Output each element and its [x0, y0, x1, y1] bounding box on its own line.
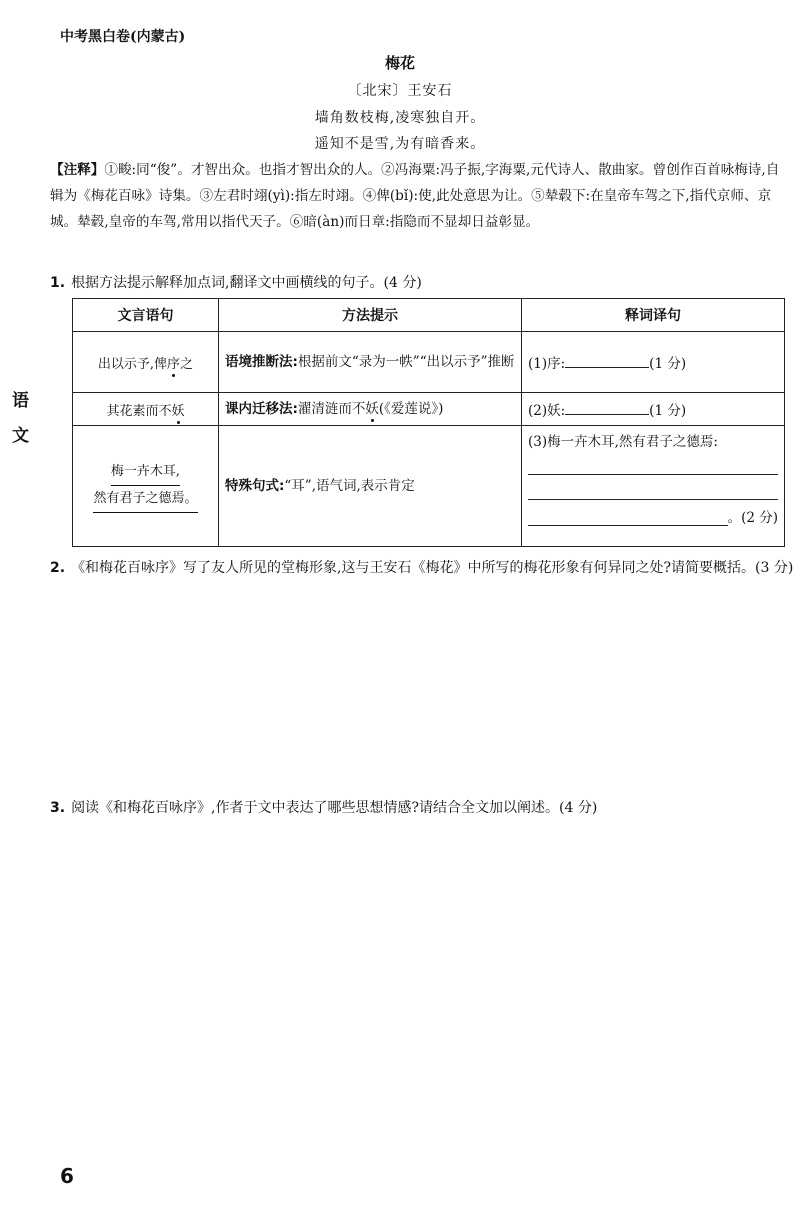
annotations	[50, 157, 790, 235]
question-3-text: 阅读《和梅花百咏序》,作者于文中表达了哪些思想情感?请结合全文加以阐述。(4 分)	[71, 800, 598, 816]
question-2-text: 《和梅花百咏序》写了友人所见的堂梅形象,这与王安石《梅花》中所写的梅花形象有何异同之处?请简要概括。(3 分)	[71, 560, 794, 576]
annotations-tag: 【注释】	[50, 162, 105, 178]
annotations-text: ①畯:同“俊”。才智出众。也指才智出众的人。②冯海粟:冯子振,字海粟,元代诗人、散曲家。曾创作百首咏梅诗,自辑为《梅花百咏》诗集。③左君时翊(yì):指左时翊。④俾(bǐ):使,此处意思为让。⑤辇毂下:在皇帝车驾之下,指代京师、京城。辇毂,皇帝的车驾,常用以指代天子。⑥暗(àn)而日章:指隐而不显却日益彰显。	[50, 162, 780, 230]
header-answer: 释词译句	[522, 299, 785, 332]
header-method: 方法提示	[219, 299, 522, 332]
page-number: 6	[60, 1164, 74, 1188]
question-3	[50, 796, 795, 820]
answer-line[interactable]	[528, 505, 728, 526]
answer-line[interactable]	[528, 475, 778, 500]
method-hint: 课内迁移法:濯清涟而不妖(《爱莲说》)	[219, 393, 522, 426]
series-header: 中考黑白卷(内蒙古)	[60, 29, 186, 45]
source-sentence: 出以示予,俾序之	[73, 332, 219, 393]
dotted-word: 妖	[365, 400, 379, 417]
answer-cell: (3)梅一卉木耳,然有君子之德焉: 。(2 分)	[522, 426, 785, 547]
question-2	[50, 555, 795, 581]
header-source: 文言语句	[73, 299, 219, 332]
method-table	[72, 298, 785, 547]
question-1-number: 1.	[50, 275, 66, 291]
answer-line[interactable]	[528, 450, 778, 475]
subject-label-bottom: 文	[12, 426, 29, 446]
table-row	[73, 393, 785, 426]
answer-cell: (1)序: (1 分)	[522, 332, 785, 393]
poem-title: 梅花	[384, 54, 415, 72]
table-header-row	[73, 299, 785, 332]
answer-blank[interactable]	[565, 400, 649, 415]
answer-blank[interactable]	[565, 353, 649, 368]
source-sentence: 梅一卉木耳, 然有君子之德焉。	[73, 426, 219, 547]
table-row	[73, 426, 785, 547]
answer-cell: (2)妖: (1 分)	[522, 393, 785, 426]
method-hint: 特殊句式:“耳”,语气词,表示肯定	[219, 426, 522, 547]
question-3-number: 3.	[50, 800, 66, 816]
table-row	[73, 332, 785, 393]
question-2-number: 2.	[50, 560, 66, 576]
dotted-word: 妖	[171, 403, 185, 419]
poem-author: 〔北宋〕王安石	[347, 83, 453, 99]
question-1	[50, 271, 795, 295]
poem-line-2: 遥知不是雪,为有暗香来。	[314, 136, 486, 152]
source-sentence: 其花素而不妖	[73, 393, 219, 426]
method-hint: 语境推断法:根据前文“录为一帙”“出以示予”推断	[219, 332, 522, 393]
dotted-word: 序	[167, 356, 181, 372]
poem-line-1: 墙角数枝梅,凌寒独自开。	[314, 110, 486, 126]
subject-label-top: 语	[12, 391, 29, 411]
question-1-text: 根据方法提示解释加点词,翻译文中画横线的句子。(4 分)	[71, 275, 422, 291]
